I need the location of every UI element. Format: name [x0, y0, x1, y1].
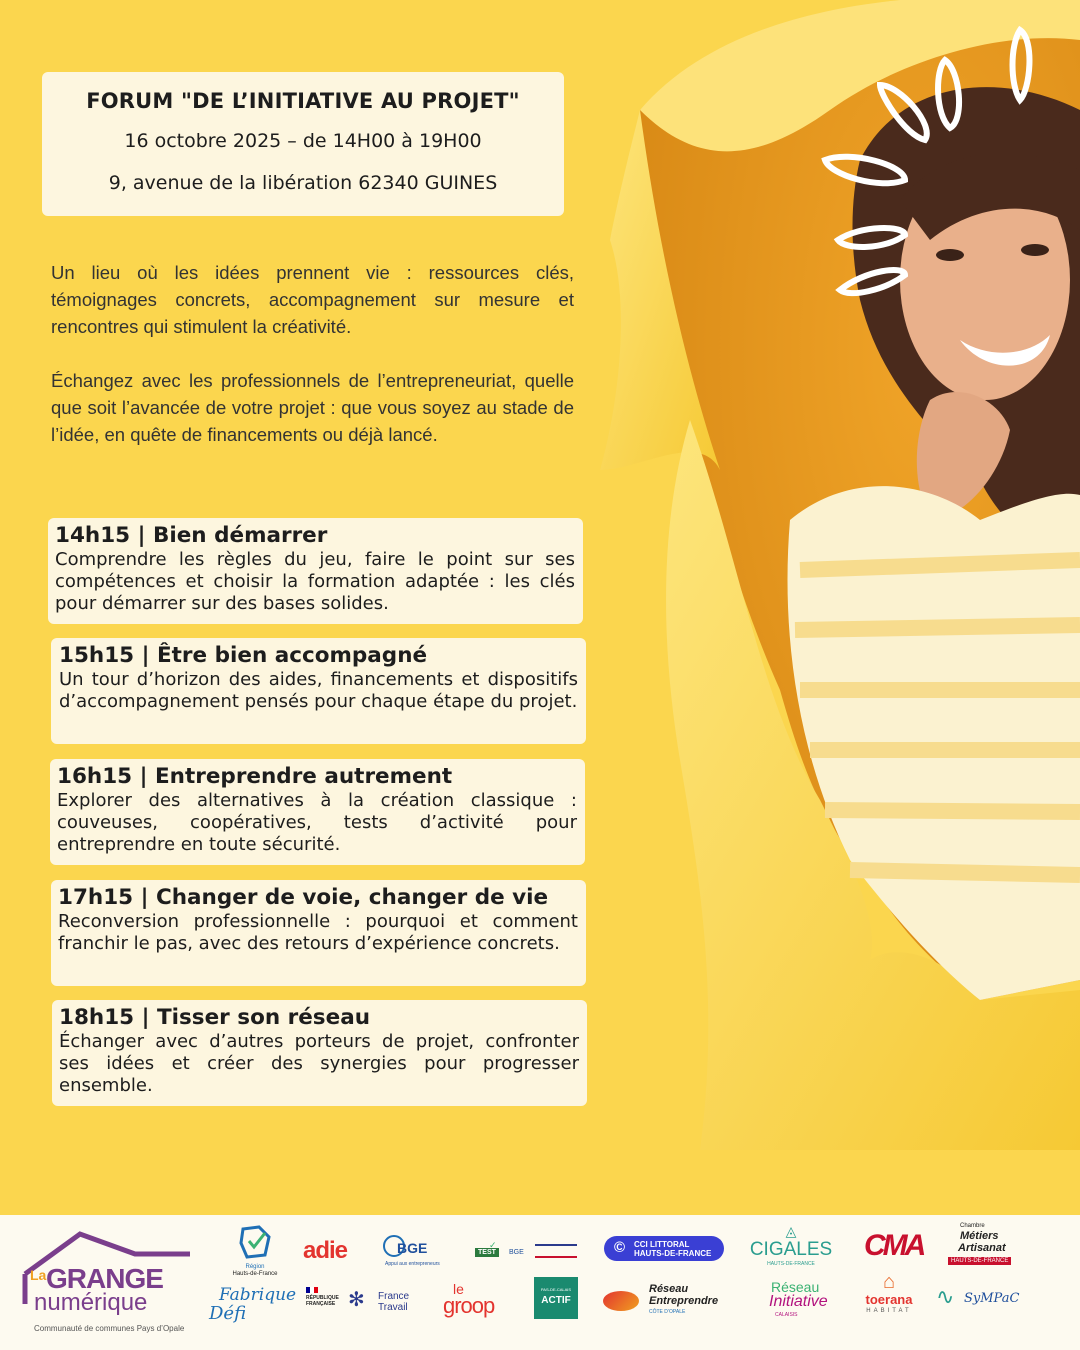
reseau-entreprendre-line2-text: Entreprendre	[649, 1295, 719, 1307]
region-map-icon	[237, 1225, 273, 1259]
session-card-1	[48, 518, 583, 624]
event-header-card	[42, 72, 564, 216]
region-line1-text: Région	[245, 1264, 265, 1270]
sympac-name-text: SyMPaC	[964, 1291, 1020, 1306]
cma-logo	[862, 1223, 1022, 1275]
session-title: 15h15 | Être bien accompagné	[59, 643, 428, 668]
region-line2-text: Hauts-de-France	[232, 1271, 278, 1277]
france-travail-line2-text: Travail	[378, 1302, 408, 1313]
partner-mini-logo	[535, 1244, 577, 1258]
session-card-5	[52, 1000, 587, 1106]
session-title: 17h15 | Changer de voie, changer de vie	[58, 885, 549, 910]
cci-littoral-logo	[604, 1236, 724, 1261]
session-card-3	[50, 759, 585, 865]
check-icon: ✓	[489, 1240, 497, 1250]
republique-line2-text: FRANÇAISE	[306, 1301, 336, 1307]
reseau-entreprendre-swoosh-icon	[603, 1291, 639, 1311]
cma-region-badge: HAUTS-DE-FRANCE	[948, 1257, 1011, 1265]
reseau-entreprendre-sub-text: CÔTE D’OPALE	[649, 1309, 686, 1315]
la-grange-numerique-logo	[20, 1229, 195, 1339]
sympac-swoosh-icon: ∿	[936, 1284, 955, 1309]
grange-subtitle-text: Communauté de communes Pays d’Opale	[34, 1324, 185, 1333]
initiative-line1-text: Réseau	[771, 1279, 820, 1295]
fabrique-line1-text: Fabrique	[219, 1285, 297, 1305]
session-title: 18h15 | Tisser son réseau	[59, 1005, 371, 1030]
marianne-flag-icon	[306, 1287, 318, 1293]
initiative-line2-text: Initiative	[769, 1293, 828, 1310]
fabrique-line2-text: Défi	[209, 1303, 247, 1324]
toerana-sub-text: HABITAT	[866, 1308, 912, 1314]
session-description: Reconversion professionnelle : pourquoi et comment franchir le pas, avec des retours d’expérience concrets.	[58, 911, 578, 954]
grange-la-text: La	[30, 1267, 47, 1283]
couveuse-test-logos	[465, 1240, 580, 1268]
groop-le-text: le	[453, 1281, 464, 1297]
actif-name-text: ACTIF	[541, 1295, 571, 1306]
le-groop-logo	[443, 1281, 513, 1325]
cma-chambre-text: Chambre	[960, 1223, 985, 1229]
session-description: Un tour d’horizon des aides, financements et dispositifs d’accompagnement pensés pour chaque étape du projet.	[59, 669, 578, 712]
intro-paragraph-2: Échangez avec les professionnels de l’entrepreneuriat, quelle que soit l’avancée de votre projet : que vous soyez au stade de l’idée, en quête de financements ou déjà lancé.	[51, 370, 574, 445]
initiative-calaisis-logo	[757, 1279, 845, 1323]
intro-paragraph-1: Un lieu où les idées prennent vie : ressources clés, témoignages concrets, accompagnement sur mesure et rencontres qui stimulent la créativité.	[51, 262, 574, 337]
grange-numerique-text: numérique	[34, 1289, 148, 1316]
session-title: 14h15 | Bien démarrer	[55, 523, 328, 548]
reseau-entreprendre-logo	[603, 1283, 733, 1323]
toerana-name-text: toerana	[865, 1292, 913, 1307]
republique-francaise-logo	[306, 1287, 346, 1321]
bge-logo	[383, 1233, 438, 1273]
grange-name-text: GRANGE	[46, 1263, 163, 1294]
bge-small-text: BGE	[509, 1249, 524, 1256]
republique-line1-text: RÉPUBLIQUE	[306, 1295, 339, 1301]
actif-top-text: PAS-DE-CALAIS	[540, 1287, 572, 1292]
france-travail-line1-text: France	[378, 1291, 410, 1302]
test-badge: TEST	[475, 1248, 499, 1257]
cma-letters-text: CMA	[864, 1229, 924, 1262]
event-address: 9, avenue de la libération 62340 GUINES	[108, 172, 498, 194]
adie-logo: adie	[303, 1237, 348, 1264]
session-description: Explorer des alternatives à la création classique : couveuses, coopératives, tests d’activité pour entreprendre en toute sécurité.	[57, 790, 577, 855]
cci-c-icon: ©	[614, 1239, 626, 1256]
cigales-insect-icon: ◬	[785, 1223, 797, 1239]
toerana-habitat-logo	[858, 1271, 920, 1325]
session-card-4	[51, 880, 586, 986]
event-title: FORUM "DE L’INITIATIVE AU PROJET"	[86, 89, 520, 113]
cci-line2-text: HAUTS-DE-FRANCE	[634, 1249, 712, 1258]
toerana-house-icon: ⌂	[882, 1271, 896, 1293]
cigales-name-text: CIGALES	[749, 1239, 833, 1260]
sponsor-logos-strip	[0, 1215, 1080, 1350]
bge-subtitle-text: Appui aux entrepreneurs	[385, 1261, 440, 1267]
cigales-logo	[745, 1223, 837, 1273]
bge-name-text: BGE	[397, 1240, 428, 1256]
pas-de-calais-actif-logo	[534, 1277, 578, 1319]
cigales-subtitle-text: HAUTS-DE-FRANCE	[767, 1261, 815, 1267]
cci-line1-text: CCI LITTORAL	[634, 1240, 690, 1249]
france-travail-dots-icon: ✻	[348, 1289, 365, 1311]
fabrique-defi-logo	[205, 1283, 295, 1333]
event-date: 16 octobre 2025 – de 14H00 à 19H00	[124, 130, 482, 152]
session-description: Échanger avec d’autres porteurs de projet, confronter ses idées et créer des synergies pour progresser ensemble.	[59, 1031, 579, 1096]
initiative-sub-text: CALAISIS	[775, 1312, 798, 1318]
cma-metiers-text: Métiers	[960, 1230, 999, 1242]
reseau-entreprendre-line1-text: Réseau	[649, 1283, 689, 1295]
session-card-2	[51, 638, 586, 744]
france-travail-logo	[348, 1289, 418, 1317]
cma-artisanat-text: Artisanat	[958, 1242, 1006, 1254]
sympac-logo	[936, 1283, 1020, 1319]
session-description: Comprendre les règles du jeu, faire le point sur ses compétences et choisir la formation adaptée : les clés pour démarrer sur des bases solides.	[55, 549, 575, 614]
groop-name-text: groop	[443, 1293, 495, 1318]
region-hauts-de-france-logo	[225, 1225, 285, 1280]
session-title: 16h15 | Entreprendre autrement	[57, 764, 453, 789]
